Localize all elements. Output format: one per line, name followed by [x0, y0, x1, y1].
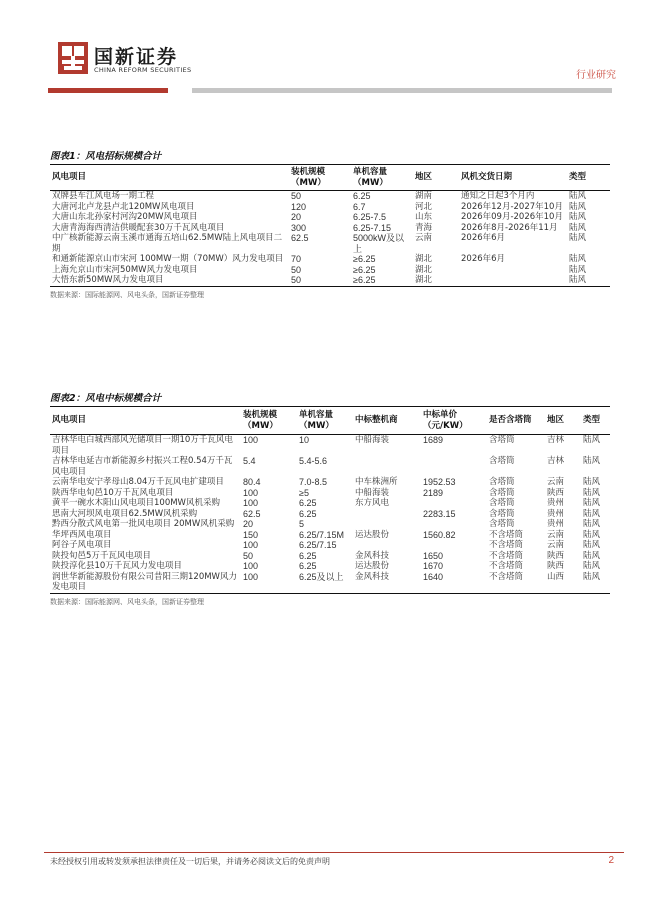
table-cell: 河北	[415, 201, 433, 212]
table-row	[50, 191, 610, 202]
table-cell: 含塔筒	[489, 508, 515, 519]
table-cell: 黄平一碗水木阳山风电项目100MW风机采购	[52, 498, 220, 508]
table-row	[50, 212, 610, 223]
footer-divider	[44, 852, 624, 853]
table-cell: 湖北	[415, 275, 433, 285]
table-cell: ≥6.25	[353, 275, 376, 285]
table-row	[50, 233, 610, 254]
table-cell: 2026年12月-2027年10月	[461, 201, 563, 212]
table-cell	[353, 456, 421, 477]
table-cell	[421, 456, 487, 477]
table-cell	[421, 540, 487, 551]
table-cell: 贵州	[547, 498, 565, 508]
company-name-cn: 国新证券	[94, 46, 179, 68]
table1-col-header: 装机规模（MW）	[291, 166, 326, 188]
table-row	[50, 572, 610, 594]
table1-caption: 图表1：风电招标规模合计	[50, 151, 162, 162]
table-cell: 50	[243, 550, 254, 561]
table2-section	[50, 392, 610, 607]
table-cell: 300	[291, 222, 307, 233]
table-cell: 不含塔筒	[489, 540, 524, 550]
table-row	[50, 540, 610, 551]
table-cell: 陆风	[583, 561, 601, 571]
table-cell: 5	[299, 519, 305, 529]
table-cell: 6.25	[299, 498, 317, 508]
table-cell: 2283.15	[423, 508, 456, 519]
table1-section	[50, 150, 610, 300]
table-row	[50, 477, 610, 488]
table-cell: 5.4	[243, 456, 256, 466]
table-cell: 湖北	[415, 254, 433, 264]
table-cell	[421, 498, 487, 509]
table-cell: 5000kW及以上	[353, 233, 405, 254]
table-cell: 100	[243, 540, 259, 550]
table-cell: 山东	[415, 212, 433, 222]
table-cell: 陆风	[569, 275, 587, 285]
table-cell: 6.25	[299, 561, 317, 571]
table-cell: 青海	[415, 222, 433, 233]
table-cell: 上海允京山市宋河50MW风力发电项目	[52, 264, 198, 275]
table-cell: ≥5	[299, 487, 309, 498]
table-cell: 陕西	[547, 561, 565, 571]
table-cell: 大唐山东北孙家村河沟20MW风电项目	[52, 212, 198, 222]
table-row	[50, 265, 610, 276]
table1-source: 数据来源：国际能源网、风电头条，国新证券整理	[50, 290, 204, 299]
table-cell: 中车株洲所	[355, 477, 398, 487]
table-cell: 大唐青海海西清洁供暖配套30万千瓦风电项目	[52, 222, 225, 233]
table-cell: 云南华电安宁孝母山8.04万千瓦风电扩建项目	[52, 477, 224, 487]
table-cell: 思南大河坝风电项目62.5MW风机采购	[52, 508, 198, 519]
table-cell: 陆风	[583, 529, 601, 540]
table-cell: 100	[243, 571, 259, 582]
table-cell: 中广核新能源云南玉溪市通海五培山62.5MW陆上风电项目二期	[52, 233, 283, 254]
table-cell: 陆风	[569, 201, 587, 212]
table-cell: 金风科技	[355, 571, 390, 582]
table-cell: 陕西	[547, 550, 565, 561]
table-row	[50, 551, 610, 562]
table-cell: 6.25	[299, 550, 317, 561]
report-header	[44, 38, 624, 98]
table-cell: 1670	[423, 561, 444, 571]
table2-header-row	[50, 407, 610, 435]
table-cell: 吉林	[547, 456, 565, 466]
table-cell: 含塔筒	[489, 477, 515, 487]
table-cell: 金风科技	[355, 550, 390, 561]
table-row	[50, 519, 610, 530]
table2-col-header: 类型	[583, 415, 601, 425]
table2-col-header: 单机容量（MW）	[299, 409, 334, 431]
table-row	[50, 275, 610, 286]
table-cell: 大唐河北卢龙县卢北120MW风电项目	[52, 201, 195, 212]
table-cell: 2026年8月-2026年11月	[461, 222, 558, 233]
table-cell: 62.5	[243, 508, 261, 519]
table-cell: 陕西华电旬邑10万千瓦风电项目	[52, 487, 174, 498]
table-cell: 70	[291, 254, 302, 264]
table-cell: 1640	[423, 571, 444, 582]
table-cell: 不含塔筒	[489, 529, 524, 540]
table-cell: 1952.53	[423, 477, 456, 487]
table-row	[50, 561, 610, 572]
table-cell: 湖北	[415, 264, 433, 275]
table-cell: 陆风	[583, 456, 601, 466]
header-divider-bar	[192, 88, 612, 93]
table-cell: ≥6.25	[353, 254, 376, 264]
table-cell: 7.0-8.5	[299, 477, 328, 487]
table-cell: 不含塔筒	[489, 561, 524, 571]
table-cell: 黔西分散式风电第一批风电项目 20MW风机采购	[52, 519, 235, 529]
table-cell: 湖南	[415, 191, 433, 201]
table2-col-header: 风电项目	[52, 415, 87, 425]
table-cell: 陆风	[583, 435, 601, 445]
table-cell: 陕投旬邑5万千瓦风电项目	[52, 550, 151, 561]
table2-col-header: 是否含塔筒	[489, 415, 532, 425]
table-cell: 100	[243, 561, 259, 571]
table-row	[50, 509, 610, 520]
table-cell: 1650	[423, 550, 444, 561]
table-cell: 1560.82	[423, 529, 456, 540]
table-cell: 陆风	[569, 191, 587, 201]
table-cell: 10	[299, 435, 310, 445]
table-cell: 2026年09月-2026年10月	[461, 212, 563, 222]
table-cell: 不含塔筒	[489, 571, 524, 582]
table2-caption: 图表2：风电中标规模合计	[50, 393, 162, 404]
table-cell: 运达股份	[355, 529, 390, 540]
table-cell: 6.25及以上	[299, 571, 344, 582]
table-cell	[353, 540, 421, 551]
table-cell: 通知之日起3个月内	[461, 191, 535, 201]
table-cell: 陆风	[583, 540, 601, 550]
table-cell: 云南	[415, 233, 433, 243]
table-cell: 50	[291, 191, 302, 201]
company-logo-icon	[58, 42, 88, 74]
table-cell: 陆风	[569, 222, 587, 233]
table-row	[50, 223, 610, 234]
table1-col-header: 地区	[415, 172, 433, 182]
table-cell: 6.25	[299, 508, 317, 519]
table-cell: 80.4	[243, 477, 261, 487]
table-cell: 2026年6月	[461, 233, 506, 243]
table-cell: 运达股份	[355, 561, 390, 571]
table-cell: 阿谷子风电项目	[52, 540, 112, 550]
page-number: 2	[608, 855, 614, 866]
table-row	[50, 254, 610, 265]
table-cell: 陆风	[583, 508, 601, 519]
table-cell: 陆风	[583, 519, 601, 529]
table2-source: 数据来源：国际能源网、风电头条，国新证券整理	[50, 597, 204, 606]
table-cell: 东方风电	[355, 498, 390, 508]
table-cell: 贵州	[547, 519, 565, 529]
table-cell: 含塔筒	[489, 498, 515, 508]
table-cell: 20	[291, 212, 302, 222]
table1-col-header: 风机交货日期	[461, 172, 513, 182]
footer-disclaimer: 未经授权引用或转发须承担法律责任及一切后果，并请务必阅读文后的免责声明	[50, 857, 330, 866]
table1-col-header: 风电项目	[52, 172, 87, 182]
table-cell: 6.25/7.15	[299, 540, 337, 550]
table1-col-header: 类型	[569, 172, 587, 182]
table-row	[50, 488, 610, 499]
table2-col-header: 中标单价（元/KW）	[423, 409, 468, 431]
table-cell: 吉林华电白城西部风光储项目一期10万千瓦风电项目	[52, 435, 233, 456]
table-row	[50, 530, 610, 541]
table-cell: 不含塔筒	[489, 550, 524, 561]
table-cell: 陕西	[547, 487, 565, 498]
table-cell: 云南	[547, 540, 565, 550]
table-cell: 华坪西风电项目	[52, 529, 112, 540]
table2-col-header: 地区	[547, 415, 565, 425]
table-cell: 50	[291, 264, 302, 275]
table1-col-header: 单机容量（MW）	[353, 166, 388, 188]
table-cell: ≥6.25	[353, 264, 376, 275]
table2-col-header: 中标整机商	[355, 415, 398, 425]
wind-award-table	[50, 406, 610, 594]
table-row	[50, 498, 610, 509]
table1-header-row	[50, 165, 610, 191]
table-cell: 含塔筒	[489, 487, 515, 498]
table-cell: 6.7	[353, 201, 366, 212]
table-cell: 120	[291, 201, 307, 212]
table-cell: 50	[291, 275, 302, 285]
table-cell: 山西	[547, 571, 565, 582]
table-cell: 双牌县车江风电场一期工程	[52, 191, 155, 201]
table-row	[50, 456, 610, 477]
table-cell: 中船海装	[355, 487, 390, 498]
table-cell: 陆风	[583, 477, 601, 487]
table-cell: 陆风	[569, 212, 587, 222]
table-cell: 陆风	[583, 550, 601, 561]
table-cell: 陆风	[583, 487, 601, 498]
table-cell: 中船海装	[355, 435, 390, 445]
table-cell	[353, 509, 421, 520]
wind-tender-table	[50, 164, 610, 287]
table-cell: 5.4-5.6	[299, 456, 328, 466]
table-cell: 陆风	[569, 233, 587, 243]
table-cell: 陆风	[569, 264, 587, 275]
table-cell: 6.25-7.5	[353, 212, 387, 222]
table-cell	[459, 265, 567, 276]
table-cell: 100	[243, 487, 259, 498]
table-cell: 2189	[423, 487, 444, 498]
table-cell: 20	[243, 519, 254, 529]
table2-col-header: 装机规模（MW）	[243, 409, 278, 431]
table-cell: 贵州	[547, 508, 565, 519]
table-cell: 100	[243, 498, 259, 508]
table-cell: 吉林华电延吉市新能源乡村振兴工程0.54万千瓦风电项目	[52, 456, 233, 477]
table-cell	[353, 519, 421, 530]
document-type: 行业研究	[576, 70, 616, 81]
header-accent-bar	[48, 88, 168, 93]
table-cell: 62.5	[291, 233, 309, 243]
table-cell: 润世华新能源股份有限公司昔阳三期120MW风力发电项目	[52, 571, 237, 592]
table-cell: 2026年6月	[461, 254, 506, 264]
table-cell: 云南	[547, 477, 565, 487]
table-cell: 云南	[547, 529, 565, 540]
table-cell: 100	[243, 435, 259, 445]
table-cell: 和通新能源京山市宋河 100MW一期（70MW）风力发电项目	[52, 254, 284, 264]
company-name-en: CHINA REFORM SECURITIES	[94, 66, 192, 74]
table-cell: 6.25	[353, 191, 371, 201]
table-cell	[459, 275, 567, 286]
table-cell: 含塔筒	[489, 456, 515, 466]
table-cell: 150	[243, 529, 259, 540]
table-cell: 6.25-7.15	[353, 222, 392, 233]
table-cell: 1689	[423, 435, 444, 445]
table-cell: 陆风	[569, 254, 587, 264]
table-row	[50, 202, 610, 213]
table-cell	[421, 519, 487, 530]
table-cell: 陕投淳化县10万千瓦风力发电项目	[52, 561, 182, 571]
table-cell: 陆风	[583, 498, 601, 508]
table-row	[50, 435, 610, 457]
table-cell: 含塔筒	[489, 435, 515, 445]
table-cell: 陆风	[583, 571, 601, 582]
table-cell: 6.25/7.15M	[299, 529, 345, 540]
table-cell: 吉林	[547, 435, 565, 445]
table-cell: 含塔筒	[489, 519, 515, 529]
table-cell: 大悟东新50MW风力发电项目	[52, 275, 164, 285]
